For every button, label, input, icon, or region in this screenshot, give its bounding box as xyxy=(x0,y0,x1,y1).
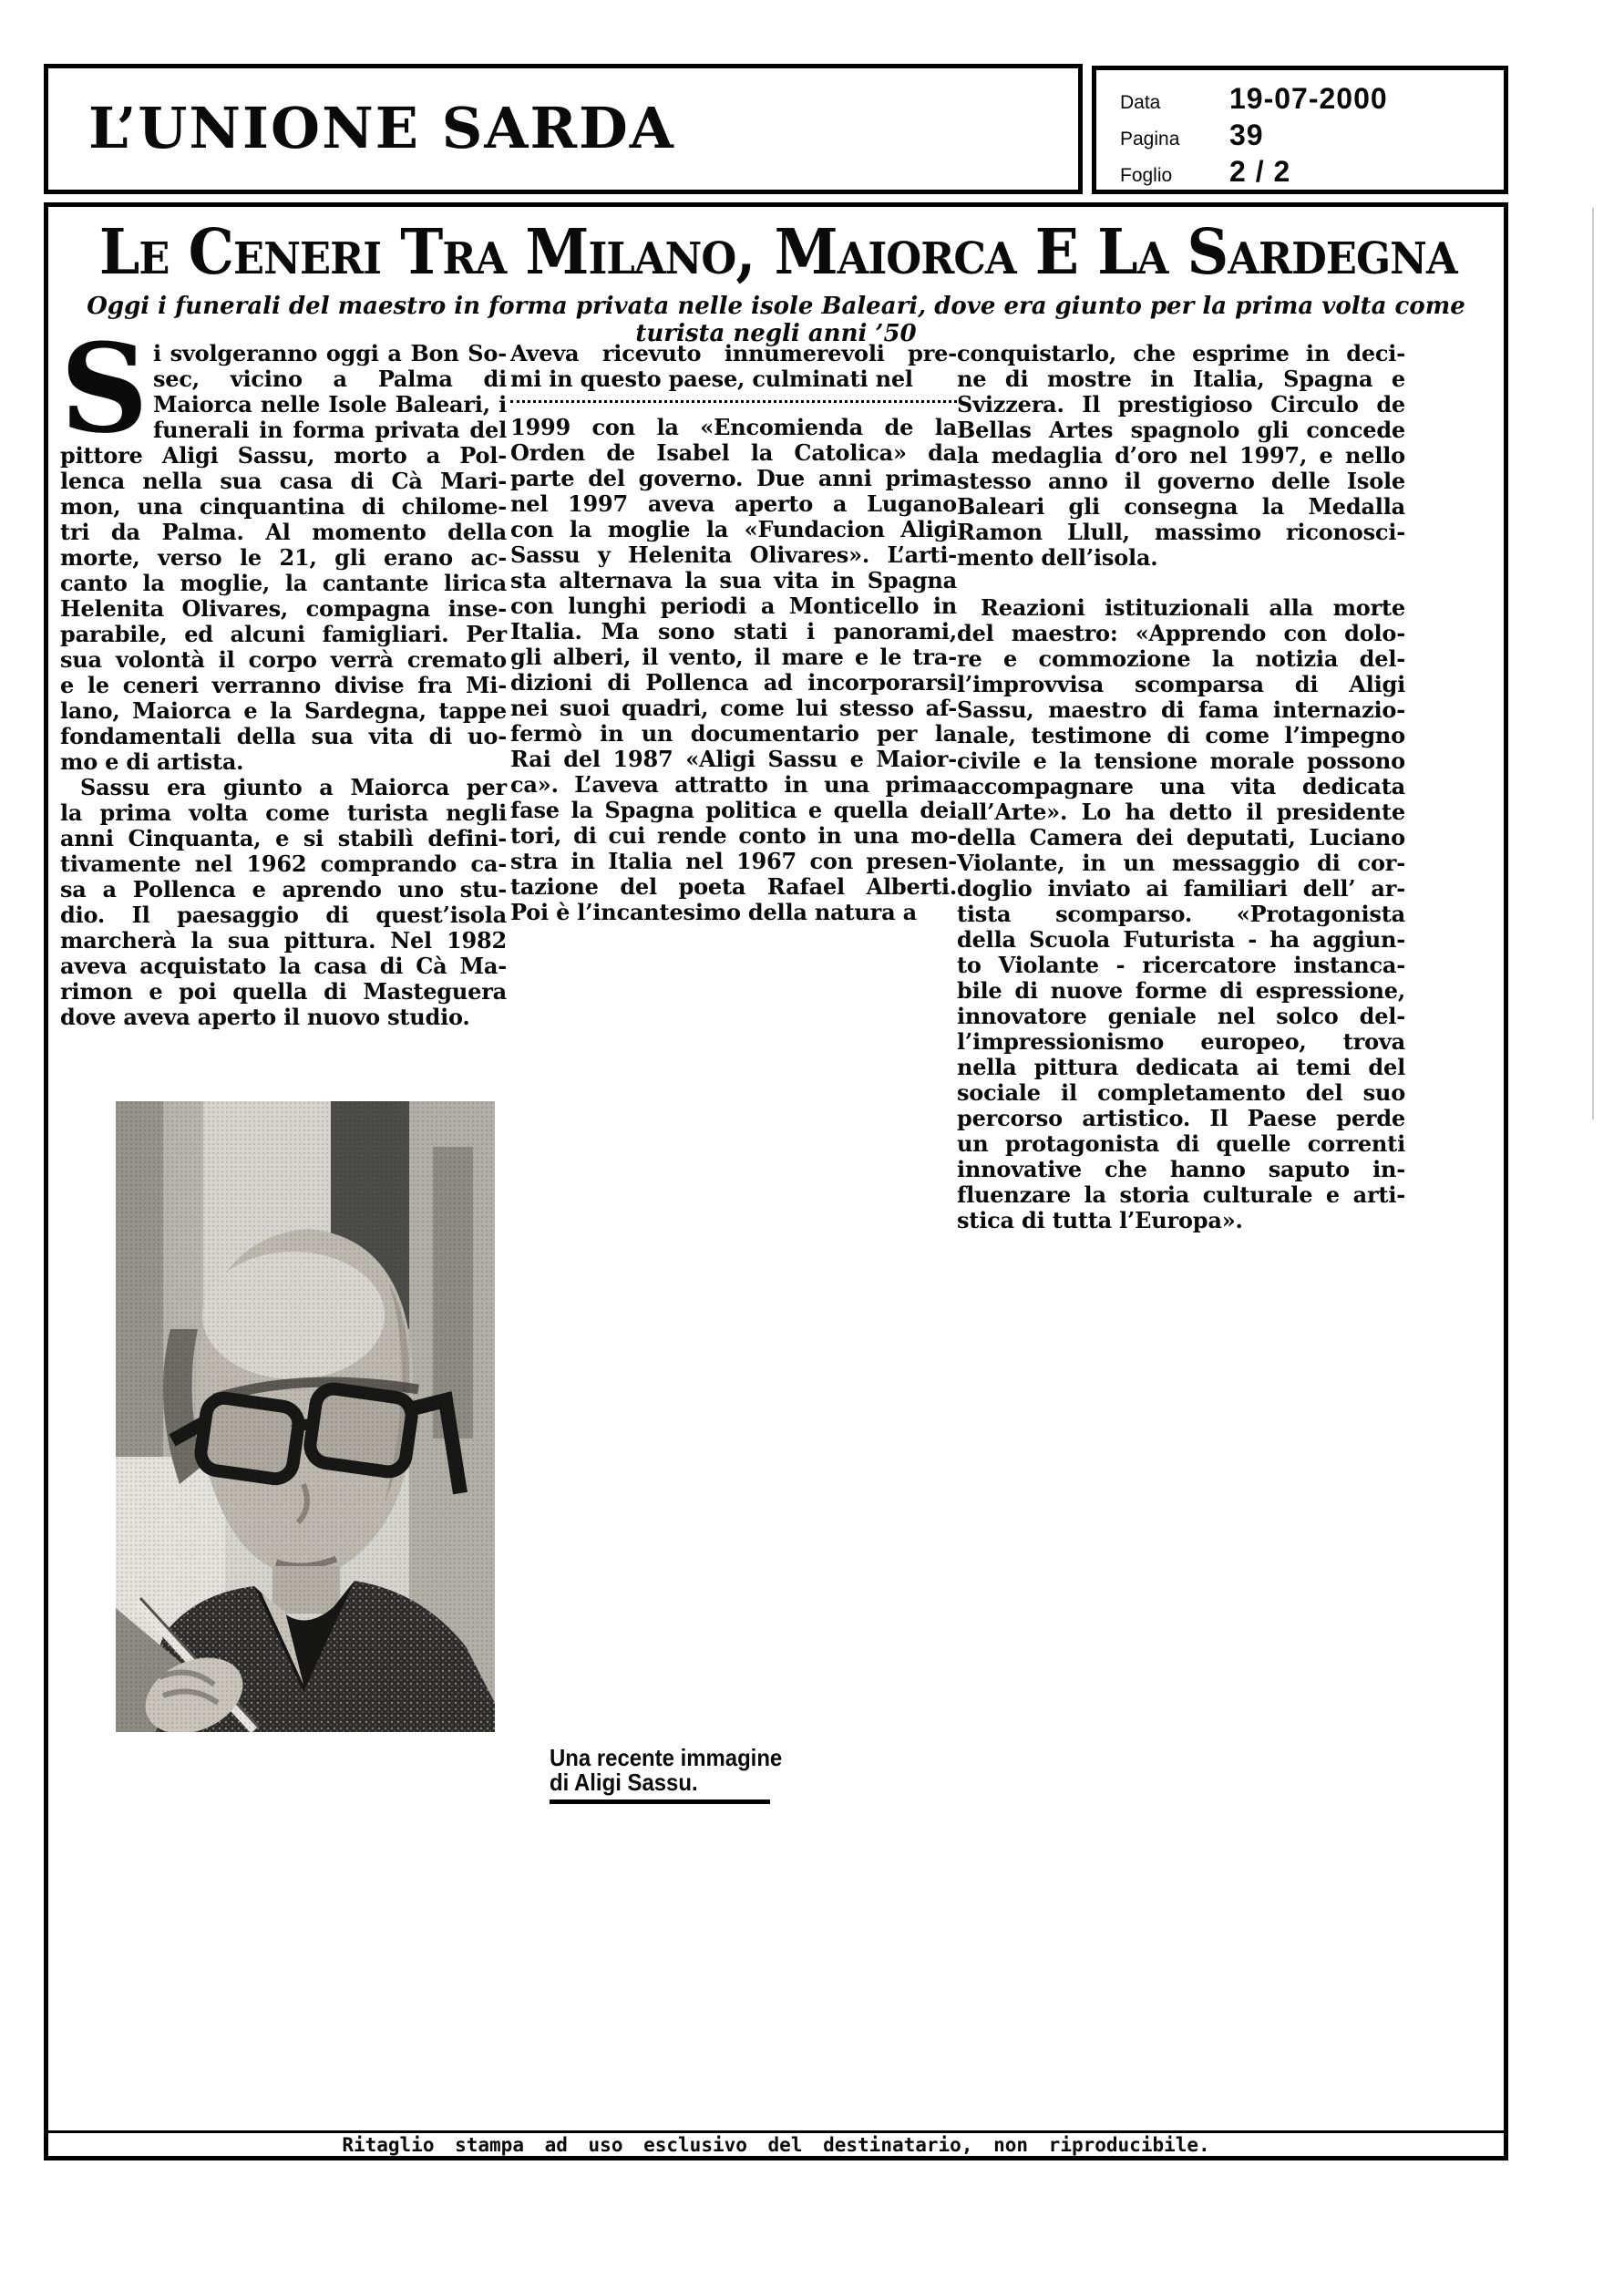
text-line: Violante, in un messaggio di cor- xyxy=(957,850,1405,876)
text-line: civile e la tensione morale possono xyxy=(957,748,1405,774)
clipping-meta-box xyxy=(1092,66,1508,194)
foglio-label: Foglio xyxy=(1120,165,1173,186)
text-line: parte del governo. Due anni prima xyxy=(510,465,957,491)
text-line: l’improvvisa scomparsa di Aligi xyxy=(957,671,1405,697)
dropcap-letter: S xyxy=(60,316,149,460)
paragraph xyxy=(957,595,1405,1233)
text-line: sta alternava la sua vita in Spagna xyxy=(510,567,957,593)
text-line: ca». L’aveva attratto in una prima xyxy=(510,771,957,798)
meta-row-foglio xyxy=(1120,155,1504,191)
text-line: re e commozione la notizia del- xyxy=(957,645,1405,672)
meta-row-data xyxy=(1120,82,1504,119)
pagina-value: 39 xyxy=(1229,119,1264,151)
article-column-3 xyxy=(957,341,1405,1233)
text-line: mento dell’isola. xyxy=(957,544,1158,571)
text-line: la medaglia d’oro nel 1997, e nello xyxy=(957,442,1405,469)
copyright-strip xyxy=(48,2130,1504,2156)
text-line: Italia. Ma sono stati i panorami, xyxy=(510,618,957,645)
text-line: funerali in forma privata del xyxy=(153,417,507,443)
text-line: fase la Spagna politica e quella dei xyxy=(510,797,957,823)
text-line: con lunghi periodi a Monticello in xyxy=(510,593,957,619)
article-column-1 xyxy=(60,316,507,1030)
copyright-notice: Ritaglio stampa ad uso esclusivo del destinatario, non riproducibile. xyxy=(342,2134,1210,2156)
text-line: Reazioni istituzionali alla morte xyxy=(981,594,1405,621)
portrait-photo xyxy=(116,1101,495,1732)
text-line: ne di mostre in Italia, Spagna e xyxy=(957,366,1405,392)
paragraph xyxy=(510,341,957,392)
text-line: Sassu era giunto a Maiorca per xyxy=(80,774,507,800)
text-line: anni Cinquanta, e si stabilì defini- xyxy=(60,825,507,851)
text-line: tista scomparso. «Protagonista xyxy=(957,901,1405,927)
text-line: tivamente nel 1962 comprando ca- xyxy=(60,851,507,877)
data-label: Data xyxy=(1120,92,1161,113)
dotted-separator xyxy=(510,400,957,403)
newspaper-title: L’UNIONE SARDA xyxy=(88,94,675,161)
text-line: Bellas Artes spagnolo gli concede xyxy=(957,417,1405,443)
text-line: fermò in un documentario per la xyxy=(510,720,957,747)
photo-caption-line2: di Aligi Sassu. xyxy=(550,1769,698,1796)
text-line: morte, verso le 21, gli erano ac- xyxy=(60,544,507,571)
text-line: sociale il completamento del suo xyxy=(957,1079,1405,1106)
text-line: Svizzera. Il prestigioso Circulo de xyxy=(957,391,1405,418)
article-box xyxy=(44,202,1508,2160)
photo-caption-line1: Una recente immagine xyxy=(550,1744,783,1771)
text-line: 1999 con la «Encomienda de la xyxy=(510,414,957,440)
article-subhead: Oggi i funerali del maestro in forma privata nelle isole Baleari, dove era giunto per la prima volta come turista negli anni ’50 xyxy=(87,293,1465,347)
text-line: parabile, ed alcuni famigliari. Per xyxy=(60,621,507,647)
text-line: tri da Palma. Al momento della xyxy=(60,519,507,545)
text-line: tazione del poeta Rafael Alberti. xyxy=(510,873,957,900)
text-line: i svolgeranno oggi a Bon So- xyxy=(153,340,507,366)
scan-artifact-line xyxy=(1592,208,1594,1119)
text-line: un protagonista di quelle correnti xyxy=(957,1130,1405,1157)
text-line: nei suoi quadri, come lui stesso af- xyxy=(510,695,957,721)
text-line: e le ceneri verranno divise fra Mi- xyxy=(60,672,507,698)
text-line: rimon e poi quella di Masteguera xyxy=(60,978,507,1005)
text-line: mo e di artista. xyxy=(60,748,244,775)
text-line: percorso artistico. Il Paese perde xyxy=(957,1105,1405,1131)
paragraph xyxy=(60,775,507,1030)
text-line: Maiorca nelle Isole Baleari, i xyxy=(153,391,507,418)
text-line: accompagnare una vita dedicata xyxy=(957,773,1405,799)
text-line: gli alberi, il vento, il mare e le tra- xyxy=(510,644,957,670)
text-line: Orden de Isabel la Catolica» da xyxy=(510,439,957,466)
text-line: bile di nuove forme di espressione, xyxy=(957,977,1405,1004)
text-line: Ramon Llull, massimo riconosci- xyxy=(957,519,1405,545)
text-line: all’Arte». Lo ha detto il presidente xyxy=(957,799,1405,825)
portrait-photo-art xyxy=(116,1101,495,1732)
text-line: marcherà la sua pittura. Nel 1982 xyxy=(60,927,507,954)
paragraph xyxy=(510,415,957,925)
foglio-value: 2 / 2 xyxy=(1229,155,1291,188)
text-line: dizioni di Pollenca ad incorporarsi xyxy=(510,669,957,696)
text-line: fluenzare la storia culturale e arti- xyxy=(957,1181,1405,1208)
text-line: tori, di cui rende conto in una mo- xyxy=(510,822,957,849)
text-line: nel 1997 aveva aperto a Lugano xyxy=(510,490,957,517)
pagina-label: Pagina xyxy=(1120,129,1180,150)
text-line: nella pittura dedicata ai temi del xyxy=(957,1054,1405,1080)
text-line: sec, vicino a Palma di xyxy=(153,366,507,392)
column-1-text xyxy=(60,316,507,1030)
text-line: stica di tutta l’Europa». xyxy=(957,1207,1243,1233)
text-line: stesso anno il governo delle Isole xyxy=(957,468,1405,494)
text-line: dio. Il paesaggio di quest’isola xyxy=(60,902,507,928)
text-line: pittore Aligi Sassu, morto a Pol- xyxy=(60,442,507,469)
caption-underline xyxy=(550,1799,770,1804)
text-line: Rai del 1987 «Aligi Sassu e Maior- xyxy=(510,746,957,772)
column-2-intro-text xyxy=(510,341,957,392)
text-line: Aveva ricevuto innumerevoli pre- xyxy=(510,340,957,366)
text-line: fondamentali della sua vita di uo- xyxy=(60,723,507,749)
text-line: della Camera dei deputati, Luciano xyxy=(957,824,1405,851)
text-line: innovatore geniale nel solco del- xyxy=(957,1003,1405,1029)
text-line: sua volontà il corpo verrà cremato xyxy=(60,646,507,673)
text-line: Poi è l’incantesimo della natura a xyxy=(510,899,917,925)
text-line: aveva acquistato la casa di Cà Ma- xyxy=(60,953,507,979)
column-3-text xyxy=(957,341,1405,1233)
text-line: nale, testimone di come l’impegno xyxy=(957,722,1405,748)
text-line: la prima volta come turista negli xyxy=(60,799,507,826)
article-column-2 xyxy=(510,341,957,925)
text-line: lenca nella sua casa di Cà Mari- xyxy=(60,468,507,494)
text-line: Baleari gli consegna la Medalla xyxy=(957,493,1405,520)
text-line: canto la moglie, la cantante lirica xyxy=(60,570,507,596)
text-line: Sassu, maestro di fama internazio- xyxy=(957,696,1405,723)
text-line: conquistarlo, che esprime in deci- xyxy=(957,340,1405,366)
meta-row-pagina xyxy=(1120,119,1504,155)
text-line: stra in Italia nel 1967 con presen- xyxy=(510,848,957,874)
data-value: 19-07-2000 xyxy=(1229,82,1388,115)
masthead-box xyxy=(44,64,1083,194)
text-line: to Violante - ricercatore instanca- xyxy=(957,952,1405,978)
text-line: sa a Pollenca e aprendo uno stu- xyxy=(60,876,507,902)
text-line: lano, Maiorca e la Sardegna, tappe xyxy=(60,697,507,724)
photo-caption xyxy=(550,1746,801,1795)
column-2-text xyxy=(510,415,957,925)
text-line: mi in questo paese, culminati nel xyxy=(510,366,913,392)
text-line: del maestro: «Apprendo con dolo- xyxy=(957,620,1405,646)
text-line: Sassu y Helenita Olivares». L’arti- xyxy=(510,541,957,568)
text-line: Helenita Olivares, compagna inse- xyxy=(60,595,507,622)
text-line: mon, una cinquantina di chilome- xyxy=(60,493,507,520)
text-line: dove aveva aperto il nuovo studio. xyxy=(60,1004,470,1030)
paragraph xyxy=(957,341,1405,571)
text-line: l’impressionismo europeo, trova xyxy=(957,1028,1405,1055)
text-line: innovative che hanno saputo in- xyxy=(957,1156,1405,1182)
article-headline: Le Ceneri Tra Milano, Maiorca E La Sardegna xyxy=(98,216,1457,289)
text-line: con la moglie la «Fundacion Aligi xyxy=(510,516,957,542)
text-line: doglio inviato ai familiari dell’ ar- xyxy=(957,875,1405,902)
text-line: della Scuola Futurista - ha aggiun- xyxy=(957,926,1405,953)
